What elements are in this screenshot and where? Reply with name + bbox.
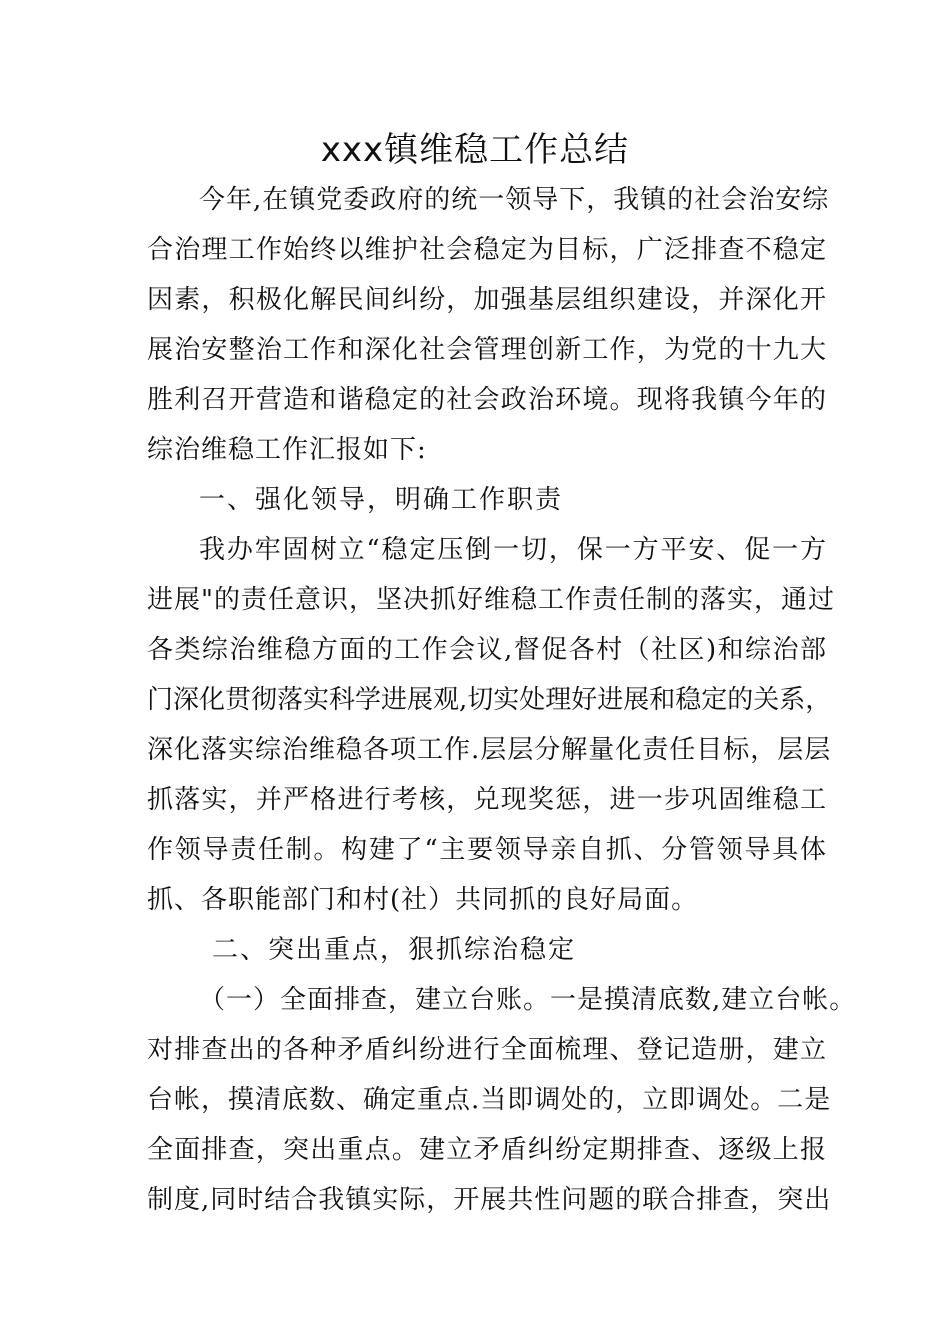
paragraph-line: 门深化贯彻落实科学进展观,切实处理好进展和稳定的关系， bbox=[147, 685, 832, 715]
paragraph-line: 我办牢固树立“稳定压倒一切，保一方平安、促一方 bbox=[199, 535, 827, 565]
paragraph-line: 抓、各职能部门和村(社）共同抓的良好局面。 bbox=[147, 885, 699, 915]
paragraph-line: 制度,同时结合我镇实际，开展共性问题的联合排查，突出 bbox=[147, 1185, 832, 1215]
paragraph-line: 今年,在镇党委政府的统一领导下，我镇的社会治安综 bbox=[199, 185, 830, 215]
paragraph-line: 各类综治维稳方面的工作会议,督促各村（社区)和综治部 bbox=[147, 635, 827, 665]
section-heading: 二、突出重点，狠抓综治稳定 bbox=[212, 935, 577, 965]
paragraph-line: 台帐，摸清底数、确定重点.当即调处的，立即调处。二是 bbox=[147, 1085, 832, 1115]
paragraph-line: 展治安整治工作和深化社会管理创新工作，为党的十九大 bbox=[147, 335, 827, 365]
paragraph-line: 抓落实，并严格进行考核，兑现奖惩，进一步巩固维稳工 bbox=[147, 785, 827, 815]
paragraph-line: 深化落实综治维稳各项工作.层层分解量化责任目标，层层 bbox=[147, 735, 832, 765]
paragraph-line: 因素，积极化解民间纠纷，加强基层组织建设，并深化开 bbox=[147, 285, 827, 315]
paragraph-line: （一）全面排查，建立台账。一是摸清底数,建立台帐。 bbox=[199, 985, 857, 1015]
paragraph-line: 对排查出的各种矛盾纠纷进行全面梳理、登记造册，建立 bbox=[147, 1035, 827, 1065]
document-title: xxx镇维稳工作总结 bbox=[320, 130, 630, 170]
paragraph-line: 进展"的责任意识，坚决抓好维稳工作责任制的落实，通过 bbox=[147, 585, 835, 615]
section-heading: 一、强化领导，明确工作职责 bbox=[199, 485, 564, 515]
paragraph-line: 作领导责任制。构建了“主要领导亲自抓、分管领导具体 bbox=[147, 835, 827, 865]
paragraph-line: 胜利召开营造和谐稳定的社会政治环境。现将我镇今年的 bbox=[147, 385, 827, 415]
paragraph-line: 全面排查，突出重点。建立矛盾纠纷定期排查、逐级上报 bbox=[147, 1135, 827, 1165]
paragraph-line: 综治维稳工作汇报如下: bbox=[147, 435, 427, 465]
paragraph-line: 合治理工作始终以维护社会稳定为目标，广泛排查不稳定 bbox=[147, 235, 827, 265]
